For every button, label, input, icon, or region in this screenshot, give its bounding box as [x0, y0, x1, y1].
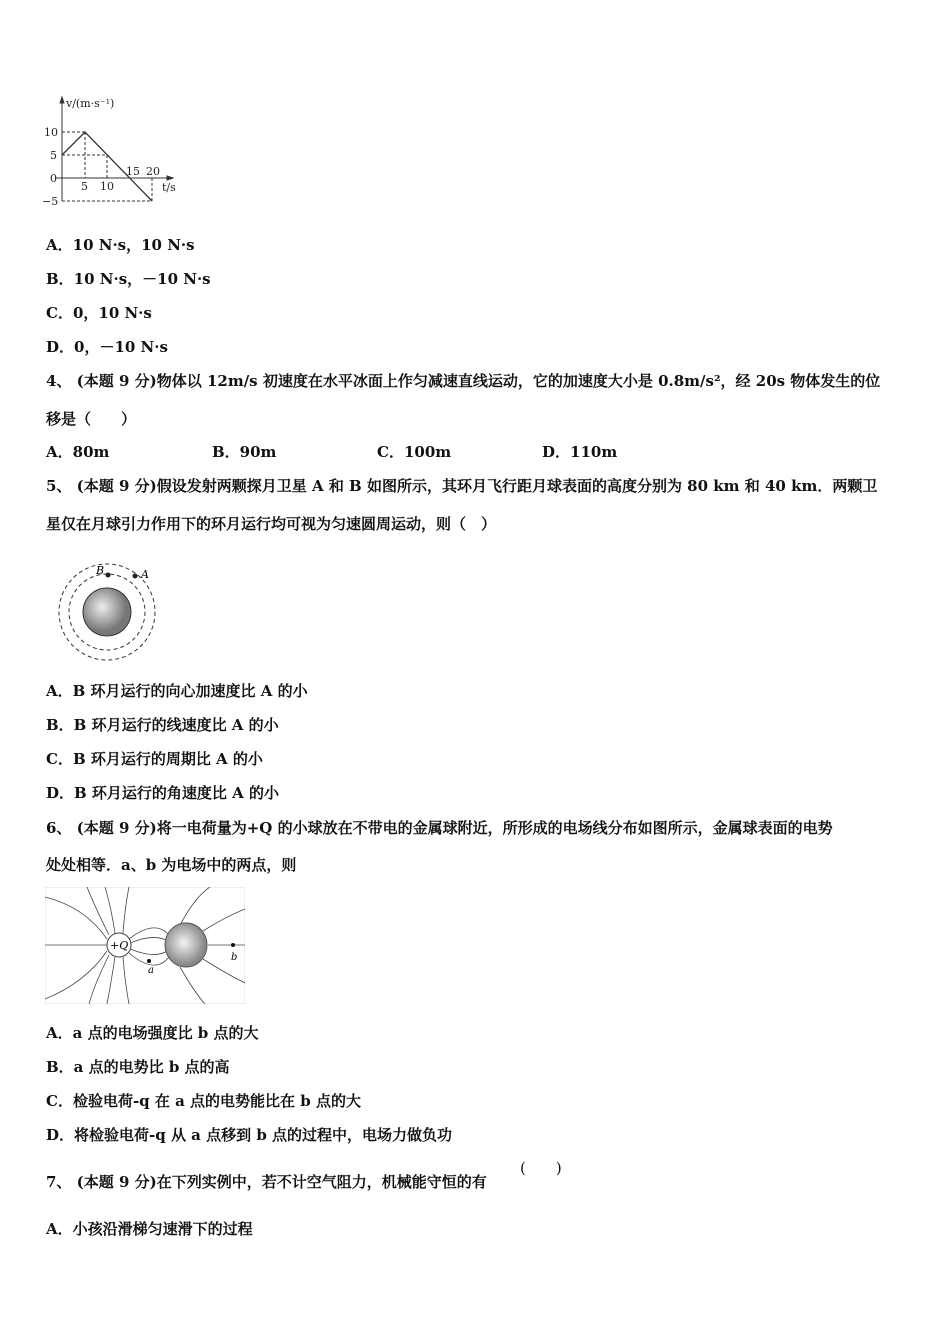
satellite-a-label: A — [141, 568, 149, 581]
q5-stem-line1: 5、 (本题 9 分)假设发射两颗探月卫星 A 和 B 如图所示，其环月飞行距月球表面的高度分别为 80 km 和 40 km．两颗卫 — [46, 477, 878, 495]
q3-option-b: B．10 N·s，－10 N·s — [46, 270, 211, 288]
q4-option-d: D．110m — [542, 443, 618, 461]
y-axis-label: v/(m·s⁻¹) — [66, 97, 115, 110]
q6-option-a: A．a 点的电场强度比 b 点的大 — [46, 1024, 259, 1042]
velocity-time-graph — [30, 95, 190, 215]
q5-option-b: B．B 环月运行的线速度比 A 的小 — [46, 716, 279, 734]
q6-option-b: B．a 点的电势比 b 点的高 — [46, 1058, 230, 1076]
moon-orbit-figure — [55, 560, 165, 665]
q5-option-a: A．B 环月运行的向心加速度比 A 的小 — [46, 682, 308, 700]
charge-q-label: +Q — [110, 939, 129, 952]
q5-option-d: D．B 环月运行的角速度比 A 的小 — [46, 784, 279, 802]
x-tick: 20 — [146, 165, 160, 178]
q7-option-a: A．小孩沿滑梯匀速滑下的过程 — [46, 1220, 253, 1238]
y-tick: 5 — [50, 149, 57, 162]
q6-stem-line1: 6、 (本题 9 分)将一电荷量为+Q 的小球放在不带电的金属球附近，所形成的电场线分布如图所示，金属球表面的电势 — [46, 819, 833, 837]
q6-stem-line2: 处处相等．a、b 为电场中的两点，则 — [46, 856, 297, 874]
q6-option-c: C．检验电荷-q 在 a 点的电势能比在 b 点的大 — [46, 1092, 361, 1110]
x-tick: 10 — [100, 180, 114, 193]
point-b-label: b — [231, 952, 238, 963]
satellite-b-label: B — [96, 564, 105, 577]
q3-option-c: C．0，10 N·s — [46, 304, 152, 322]
point-a-label: a — [148, 965, 154, 976]
q5-option-c: C．B 环月运行的周期比 A 的小 — [46, 750, 263, 768]
q4-options — [46, 442, 617, 462]
q4-option-a: A．80m — [46, 443, 110, 461]
q7-stem: 7、 (本题 9 分)在下列实例中，若不计空气阻力，机械能守恒的有 — [46, 1173, 487, 1191]
y-tick: −5 — [42, 195, 59, 208]
q4-stem-line2: 移是（ ） — [46, 410, 137, 428]
y-tick: 0 — [50, 172, 57, 185]
x-tick: 15 — [126, 165, 140, 178]
q4-stem-line1: 4、 (本题 9 分)物体以 12m/s 初速度在水平冰面上作匀减速直线运动，它的加速度大小是 0.8m/s²，经 20s 物体发生的位 — [46, 372, 881, 390]
x-tick: 5 — [81, 180, 88, 193]
q6-option-d: D．将检验电荷-q 从 a 点移到 b 点的过程中，电场力做负功 — [46, 1126, 453, 1144]
y-tick: 10 — [44, 126, 58, 139]
q3-option-d: D．0，－10 N·s — [46, 338, 168, 356]
electric-field-figure — [45, 887, 245, 1004]
q4-option-c: C．100m — [377, 443, 452, 461]
q3-option-a: A．10 N·s，10 N·s — [46, 236, 195, 254]
q5-stem-line2: 星仅在月球引力作用下的环月运行均可视为匀速圆周运动，则（ ） — [46, 515, 497, 533]
q4-option-b: B．90m — [212, 443, 277, 461]
x-axis-label: t/s — [162, 181, 176, 194]
q7-answer-paren: ( ) — [520, 1159, 562, 1177]
